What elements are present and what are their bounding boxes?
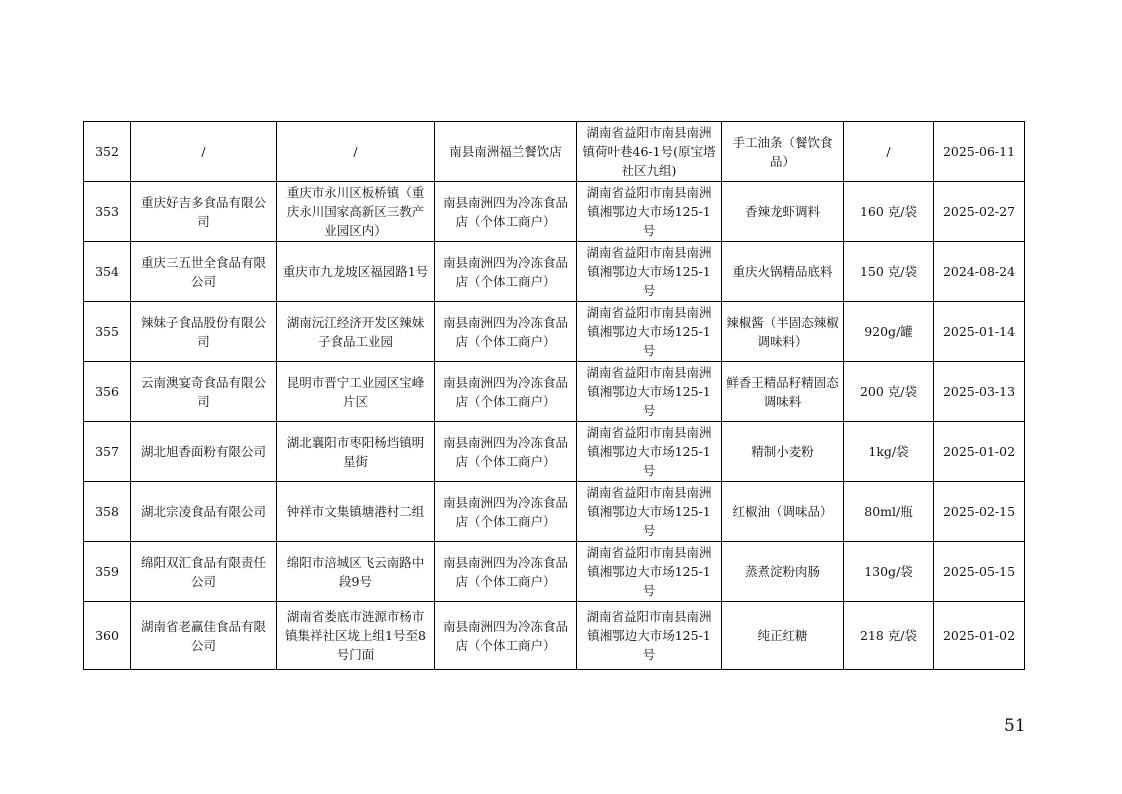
producer-name-cell: 湖北旭香面粉有限公司 bbox=[131, 422, 277, 482]
seller-address-cell: 湖南省益阳市南县南洲镇湘鄂边大市场125-1号 bbox=[577, 302, 722, 362]
production-date-cell: 2025-01-02 bbox=[934, 422, 1025, 482]
table-row bbox=[84, 542, 1025, 602]
producer-address-cell: 钟祥市文集镇塘港村二组 bbox=[277, 482, 435, 542]
product-spec-cell: 130g/袋 bbox=[844, 542, 934, 602]
seller-address-cell: 湖南省益阳市南县南洲镇湘鄂边大市场125-1号 bbox=[577, 182, 722, 242]
producer-address-cell: 湖南省娄底市涟源市杨市镇集祥社区垅上组1号至8号门面 bbox=[277, 602, 435, 670]
production-date-cell: 2024-08-24 bbox=[934, 242, 1025, 302]
table-row bbox=[84, 122, 1025, 182]
product-name-cell: 蒸煮淀粉肉肠 bbox=[722, 542, 844, 602]
seller-address-cell: 湖南省益阳市南县南洲镇荷叶巷46-1号(原宝塔社区九组) bbox=[577, 122, 722, 182]
production-date-cell: 2025-05-15 bbox=[934, 542, 1025, 602]
seller-name-cell: 南县南洲福兰餐饮店 bbox=[435, 122, 577, 182]
seller-address-cell: 湖南省益阳市南县南洲镇湘鄂边大市场125-1号 bbox=[577, 362, 722, 422]
production-date-cell: 2025-01-14 bbox=[934, 302, 1025, 362]
seller-address-cell: 湖南省益阳市南县南洲镇湘鄂边大市场125-1号 bbox=[577, 242, 722, 302]
row-number-cell: 358 bbox=[84, 482, 131, 542]
product-name-cell: 香辣龙虾调料 bbox=[722, 182, 844, 242]
seller-address-cell: 湖南省益阳市南县南洲镇湘鄂边大市场125-1号 bbox=[577, 602, 722, 670]
seller-address-cell: 湖南省益阳市南县南洲镇湘鄂边大市场125-1号 bbox=[577, 422, 722, 482]
producer-name-cell: / bbox=[131, 122, 277, 182]
product-name-cell: 鲜香王精品籽精固态调味料 bbox=[722, 362, 844, 422]
producer-name-cell: 绵阳双汇食品有限责任公司 bbox=[131, 542, 277, 602]
table-row bbox=[84, 362, 1025, 422]
product-spec-cell: 80ml/瓶 bbox=[844, 482, 934, 542]
row-number-cell: 352 bbox=[84, 122, 131, 182]
product-spec-cell: / bbox=[844, 122, 934, 182]
product-spec-cell: 160 克/袋 bbox=[844, 182, 934, 242]
seller-name-cell: 南县南洲四为冷冻食品店（个体工商户） bbox=[435, 482, 577, 542]
table-row bbox=[84, 422, 1025, 482]
product-name-cell: 辣椒酱（半固态辣椒调味料） bbox=[722, 302, 844, 362]
seller-address-cell: 湖南省益阳市南县南洲镇湘鄂边大市场125-1号 bbox=[577, 542, 722, 602]
row-number-cell: 353 bbox=[84, 182, 131, 242]
seller-name-cell: 南县南洲四为冷冻食品店（个体工商户） bbox=[435, 302, 577, 362]
producer-name-cell: 云南澳宴奇食品有限公司 bbox=[131, 362, 277, 422]
product-spec-cell: 218 克/袋 bbox=[844, 602, 934, 670]
table-row bbox=[84, 242, 1025, 302]
production-date-cell: 2025-06-11 bbox=[934, 122, 1025, 182]
product-name-cell: 手工油条（餐饮食品） bbox=[722, 122, 844, 182]
row-number-cell: 355 bbox=[84, 302, 131, 362]
producer-name-cell: 湖北宗凌食品有限公司 bbox=[131, 482, 277, 542]
producer-address-cell: 湖南沅江经济开发区辣妹子食品工业园 bbox=[277, 302, 435, 362]
row-number-cell: 360 bbox=[84, 602, 131, 670]
seller-name-cell: 南县南洲四为冷冻食品店（个体工商户） bbox=[435, 602, 577, 670]
sampling-records-table bbox=[83, 121, 1025, 670]
row-number-cell: 357 bbox=[84, 422, 131, 482]
producer-address-cell: 湖北襄阳市枣阳杨垱镇明星街 bbox=[277, 422, 435, 482]
table-body bbox=[84, 122, 1025, 670]
table-row bbox=[84, 482, 1025, 542]
producer-address-cell: 昆明市晋宁工业园区宝峰片区 bbox=[277, 362, 435, 422]
row-number-cell: 354 bbox=[84, 242, 131, 302]
production-date-cell: 2025-03-13 bbox=[934, 362, 1025, 422]
production-date-cell: 2025-01-02 bbox=[934, 602, 1025, 670]
page-number: 51 bbox=[1004, 716, 1026, 736]
product-name-cell: 纯正红糖 bbox=[722, 602, 844, 670]
row-number-cell: 356 bbox=[84, 362, 131, 422]
seller-name-cell: 南县南洲四为冷冻食品店（个体工商户） bbox=[435, 422, 577, 482]
table-row bbox=[84, 302, 1025, 362]
table-row bbox=[84, 182, 1025, 242]
producer-address-cell: 重庆市九龙坡区福园路1号 bbox=[277, 242, 435, 302]
seller-name-cell: 南县南洲四为冷冻食品店（个体工商户） bbox=[435, 542, 577, 602]
seller-name-cell: 南县南洲四为冷冻食品店（个体工商户） bbox=[435, 362, 577, 422]
product-spec-cell: 920g/罐 bbox=[844, 302, 934, 362]
seller-name-cell: 南县南洲四为冷冻食品店（个体工商户） bbox=[435, 182, 577, 242]
product-spec-cell: 200 克/袋 bbox=[844, 362, 934, 422]
product-name-cell: 红椒油（调味品） bbox=[722, 482, 844, 542]
product-spec-cell: 150 克/袋 bbox=[844, 242, 934, 302]
producer-name-cell: 辣妹子食品股份有限公司 bbox=[131, 302, 277, 362]
row-number-cell: 359 bbox=[84, 542, 131, 602]
producer-name-cell: 湖南省老赢佳食品有限公司 bbox=[131, 602, 277, 670]
producer-name-cell: 重庆三五世全食品有限公司 bbox=[131, 242, 277, 302]
seller-name-cell: 南县南洲四为冷冻食品店（个体工商户） bbox=[435, 242, 577, 302]
product-name-cell: 重庆火锅精品底料 bbox=[722, 242, 844, 302]
production-date-cell: 2025-02-27 bbox=[934, 182, 1025, 242]
producer-address-cell: 重庆市永川区板桥镇（重庆永川国家高新区三教产业园区内） bbox=[277, 182, 435, 242]
producer-name-cell: 重庆好吉多食品有限公司 bbox=[131, 182, 277, 242]
producer-address-cell: 绵阳市涪城区飞云南路中段9号 bbox=[277, 542, 435, 602]
product-spec-cell: 1kg/袋 bbox=[844, 422, 934, 482]
product-name-cell: 精制小麦粉 bbox=[722, 422, 844, 482]
production-date-cell: 2025-02-15 bbox=[934, 482, 1025, 542]
producer-address-cell: / bbox=[277, 122, 435, 182]
seller-address-cell: 湖南省益阳市南县南洲镇湘鄂边大市场125-1号 bbox=[577, 482, 722, 542]
table-row bbox=[84, 602, 1025, 670]
